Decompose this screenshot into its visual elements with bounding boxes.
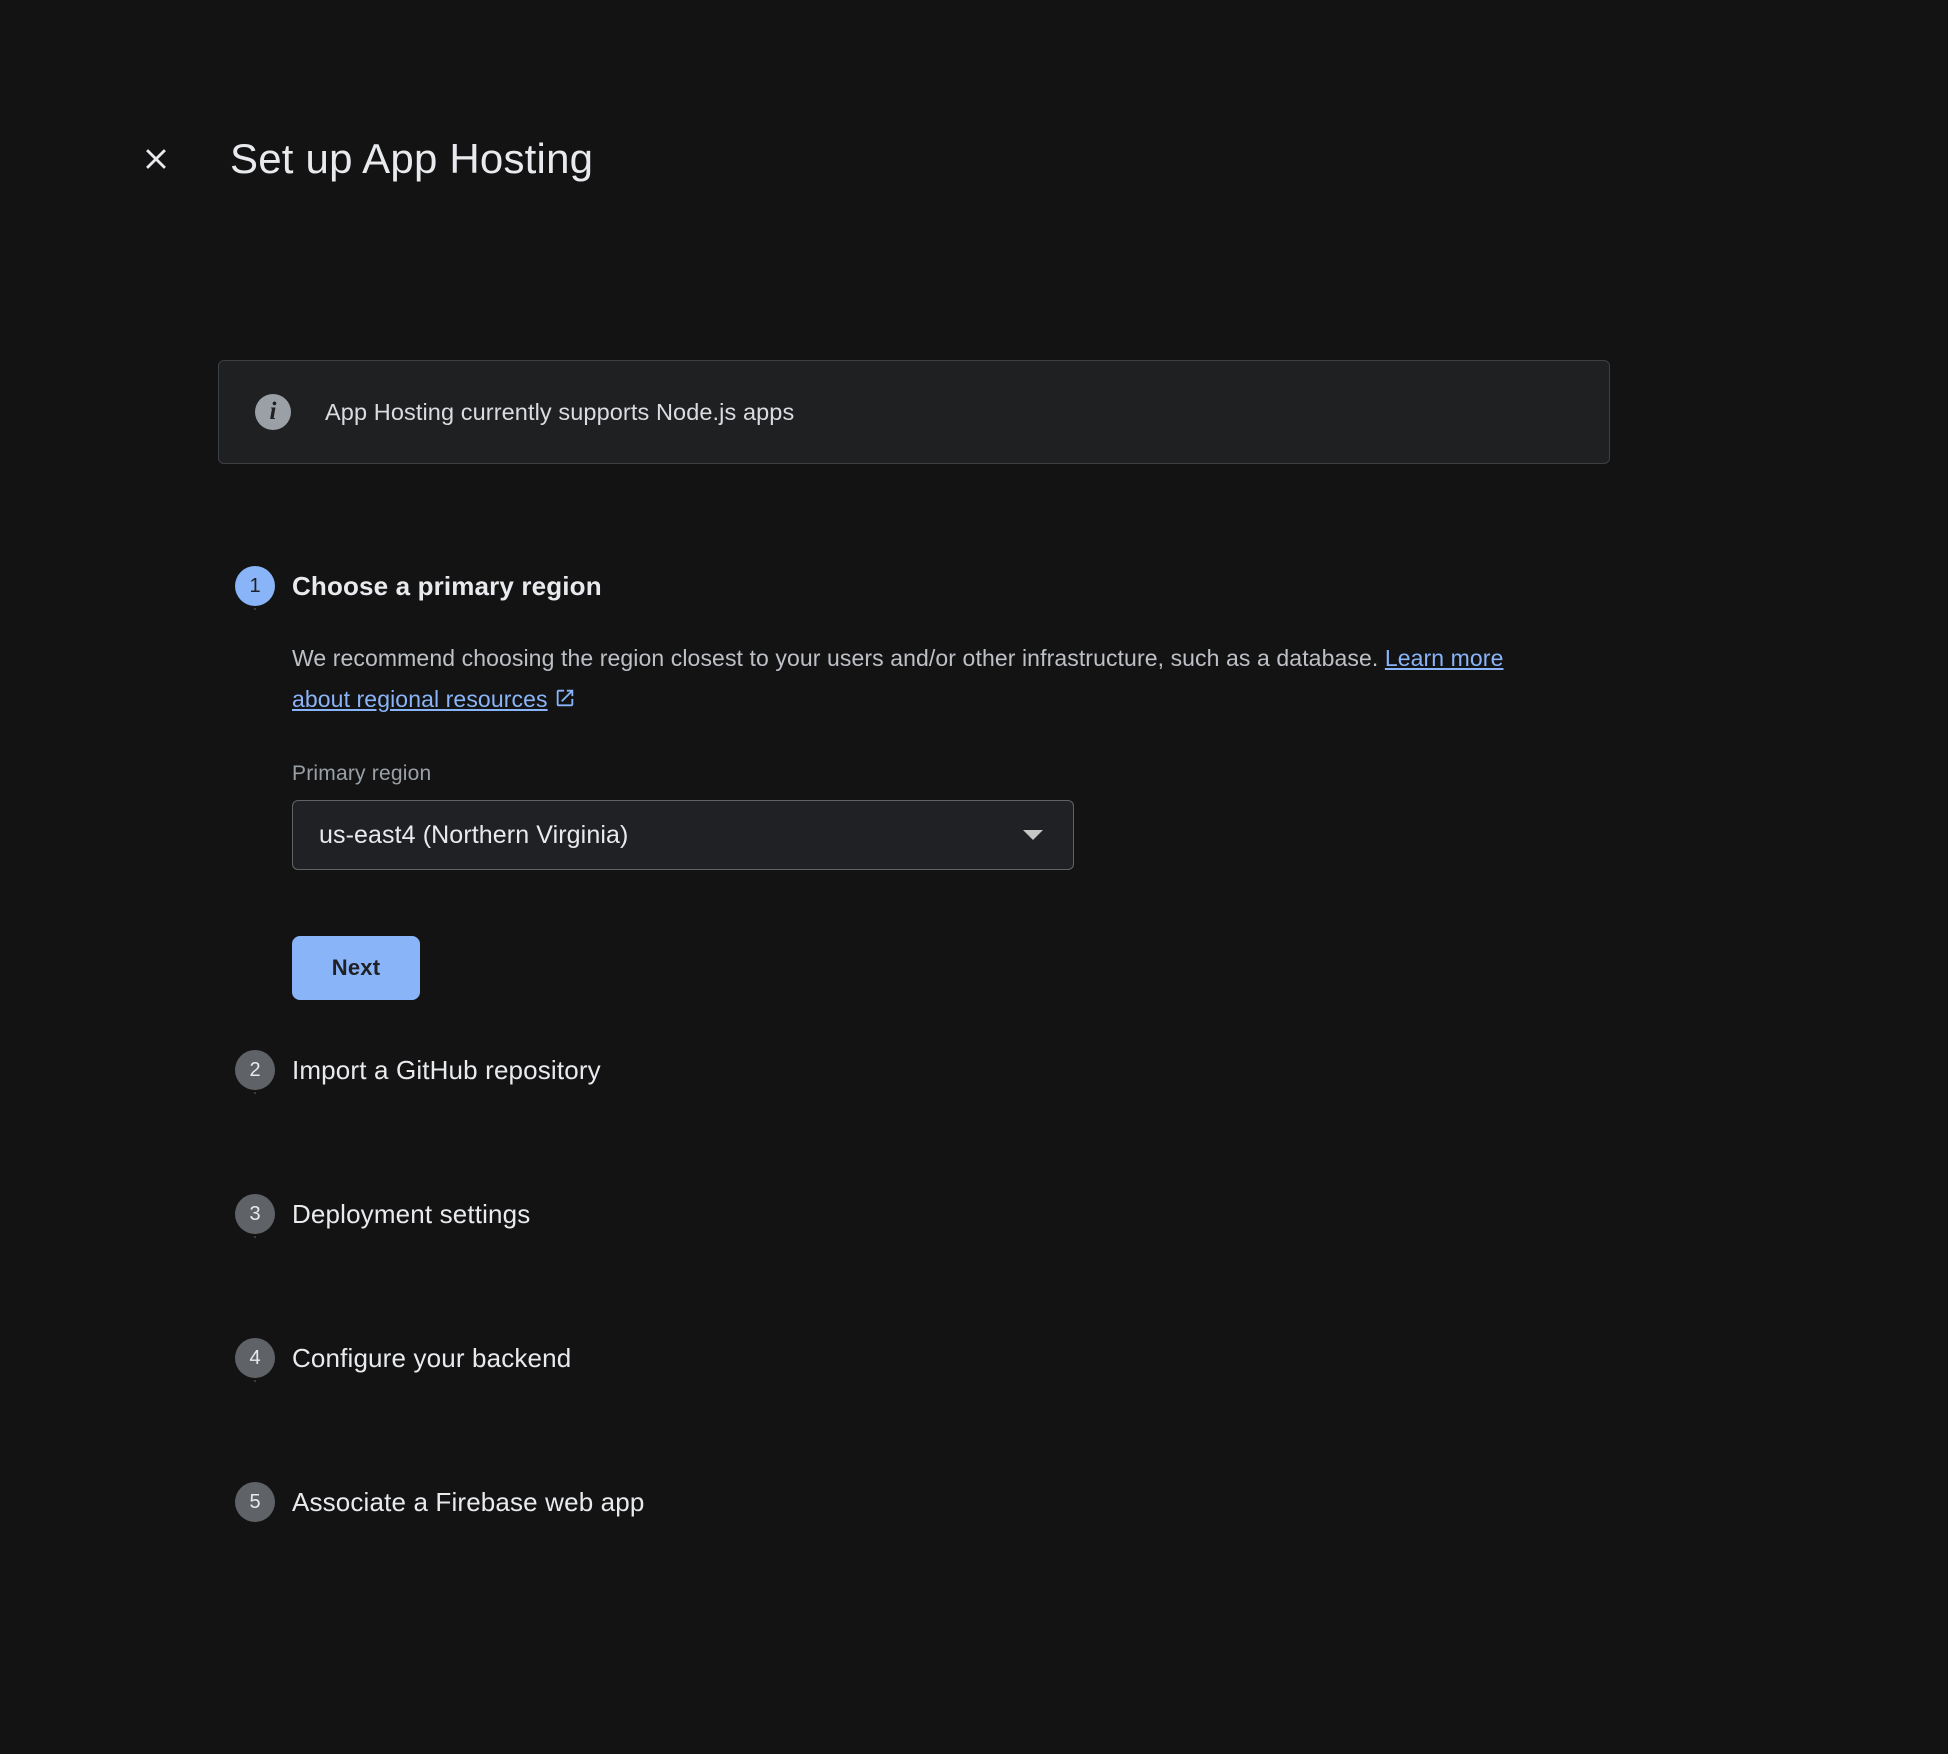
info-icon: i [255, 394, 291, 430]
next-button[interactable]: Next [292, 936, 420, 1000]
step-1-number: 1 [235, 566, 275, 606]
primary-region-select[interactable] [292, 800, 1074, 870]
step-1-body [292, 564, 1818, 1048]
step-1-content [292, 608, 1818, 1048]
step-2-spacer [292, 1092, 1818, 1192]
step-3-marker [218, 1192, 292, 1234]
chevron-down-icon [1023, 830, 1043, 840]
step-connector [255, 608, 256, 610]
page-title: Set up App Hosting [230, 135, 594, 182]
step-1-marker [218, 564, 292, 606]
step-2-import-repo[interactable] [218, 1048, 1818, 1192]
step-2-label: Import a GitHub repository [292, 1055, 601, 1085]
learn-more-link-label: Learn more about regional resources [292, 645, 1504, 712]
step-connector [255, 1092, 256, 1094]
step-5-number: 5 [235, 1482, 275, 1522]
step-4-label: Configure your backend [292, 1343, 572, 1373]
step-3-deployment-settings[interactable] [218, 1192, 1818, 1336]
info-banner-text: App Hosting currently supports Node.js apps [325, 398, 795, 425]
info-banner [218, 360, 1610, 464]
step-connector [255, 1236, 256, 1238]
external-link-icon [554, 681, 576, 722]
step-4-number: 4 [235, 1338, 275, 1378]
setup-content [218, 360, 1818, 1524]
step-5-label: Associate a Firebase web app [292, 1487, 645, 1517]
step-1-description [292, 638, 1522, 722]
step-4-spacer [292, 1380, 1818, 1480]
step-1-choose-region[interactable] [218, 564, 1818, 1048]
step-1-description-text: We recommend choosing the region closest to your users and/or other infrastructure, such as a database. [292, 645, 1379, 671]
step-4-body [292, 1336, 1818, 1480]
step-2-body [292, 1048, 1818, 1192]
step-5-associate-web-app[interactable] [218, 1480, 1818, 1524]
step-3-number: 3 [235, 1194, 275, 1234]
step-1-label: Choose a primary region [292, 571, 602, 601]
step-3-spacer [292, 1236, 1818, 1336]
setup-stepper [218, 564, 1818, 1524]
step-4-configure-backend[interactable] [218, 1336, 1818, 1480]
primary-region-value: us-east4 (Northern Virginia) [319, 820, 629, 849]
step-connector [255, 1380, 256, 1382]
step-5-body [292, 1480, 1818, 1524]
step-3-body [292, 1192, 1818, 1336]
step-3-label: Deployment settings [292, 1199, 531, 1229]
step-2-marker [218, 1048, 292, 1090]
primary-region-label: Primary region [292, 762, 432, 785]
step-2-number: 2 [235, 1050, 275, 1090]
close-icon[interactable] [128, 131, 184, 187]
step-4-marker [218, 1336, 292, 1378]
step-5-marker [218, 1480, 292, 1522]
dialog-header [0, 0, 1948, 200]
